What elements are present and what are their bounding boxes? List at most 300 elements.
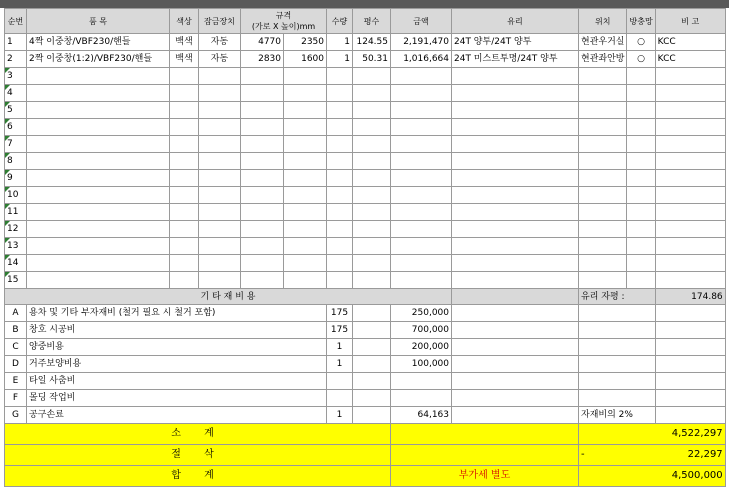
cost-blank[interactable] (452, 390, 579, 407)
cell-width[interactable] (241, 85, 284, 102)
cell-qty[interactable]: 1 (327, 34, 353, 51)
cut-value: 22,297 (687, 449, 723, 460)
total-row (5, 466, 726, 487)
cell-height[interactable]: 1600 (284, 51, 327, 68)
cell-amount[interactable] (391, 119, 452, 136)
cost-blank[interactable] (655, 305, 725, 322)
cost-blank[interactable] (452, 305, 579, 322)
cell-item[interactable] (27, 272, 170, 289)
table-row (5, 238, 726, 255)
cost-qty[interactable]: 175 (327, 305, 353, 322)
cut-blank[interactable] (391, 445, 579, 466)
row-number[interactable]: 15 (5, 272, 27, 289)
table-row (5, 153, 726, 170)
cell-item[interactable] (27, 119, 170, 136)
section-blank[interactable] (452, 289, 579, 305)
cell-qty[interactable] (327, 204, 353, 221)
cell-lock[interactable]: 자동 (199, 51, 241, 68)
cell-height[interactable] (284, 187, 327, 204)
cost-blank[interactable] (353, 339, 391, 356)
row-number[interactable]: 9 (5, 170, 27, 187)
cost-blank[interactable] (353, 305, 391, 322)
cost-name[interactable]: 양중비용 (27, 339, 327, 356)
cost-note[interactable] (579, 305, 656, 322)
cell-height[interactable] (284, 153, 327, 170)
cell-screen[interactable] (627, 102, 655, 119)
row-number[interactable]: 4 (5, 85, 27, 102)
glass-area-value: 174.86 (655, 289, 725, 305)
cell-item[interactable] (27, 136, 170, 153)
cell-screen[interactable] (627, 153, 655, 170)
cell-height[interactable] (284, 255, 327, 272)
cell-item[interactable] (27, 102, 170, 119)
cell-screen[interactable] (627, 136, 655, 153)
cell-width[interactable] (241, 170, 284, 187)
cell-color[interactable] (170, 187, 199, 204)
cell-glass[interactable] (452, 119, 579, 136)
table-row (5, 51, 726, 68)
cell-item[interactable]: 2짝 이중창(1:2)/VBF230/핸들 (27, 51, 170, 68)
row-number[interactable]: 14 (5, 255, 27, 272)
cell-lock[interactable] (199, 102, 241, 119)
other-cost-row (5, 356, 726, 373)
other-cost-row (5, 339, 726, 356)
row-number[interactable]: 11 (5, 204, 27, 221)
cell-lock[interactable] (199, 119, 241, 136)
cell-item[interactable] (27, 238, 170, 255)
cell-note[interactable]: KCC (655, 51, 725, 68)
glass-area-label: 유리 자평 : (579, 289, 656, 305)
cell-pyeong[interactable] (353, 136, 391, 153)
cell-note[interactable] (655, 85, 725, 102)
cell-qty[interactable] (327, 187, 353, 204)
cost-code[interactable]: E (5, 373, 27, 390)
cell-width[interactable] (241, 272, 284, 289)
cell-qty[interactable] (327, 136, 353, 153)
row-number[interactable]: 7 (5, 136, 27, 153)
cell-lock[interactable] (199, 238, 241, 255)
cost-note[interactable] (579, 322, 656, 339)
cost-name[interactable]: 몰딩 작업비 (27, 390, 327, 407)
cell-color[interactable] (170, 85, 199, 102)
total-value[interactable]: 4,500,000 (579, 466, 726, 487)
cell-pyeong[interactable] (353, 119, 391, 136)
cell-glass[interactable] (452, 204, 579, 221)
cell-color[interactable]: 백색 (170, 34, 199, 51)
cell-qty[interactable] (327, 68, 353, 85)
table-row (5, 272, 726, 289)
cell-screen[interactable] (627, 85, 655, 102)
cell-amount[interactable] (391, 153, 452, 170)
cell-screen[interactable]: ○ (627, 34, 655, 51)
cell-note[interactable] (655, 187, 725, 204)
cell-lock[interactable] (199, 136, 241, 153)
header-glass: 유리 (452, 9, 579, 34)
cell-qty[interactable] (327, 272, 353, 289)
cell-amount[interactable] (391, 85, 452, 102)
cost-blank[interactable] (452, 339, 579, 356)
section-header-row (5, 289, 726, 305)
cell-glass[interactable] (452, 136, 579, 153)
cost-blank[interactable] (353, 373, 391, 390)
table-row (5, 102, 726, 119)
cell-qty[interactable]: 1 (327, 51, 353, 68)
cell-glass[interactable] (452, 170, 579, 187)
cell-location[interactable] (579, 102, 627, 119)
cell-note[interactable] (655, 153, 725, 170)
cell-note[interactable] (655, 238, 725, 255)
cell-height[interactable] (284, 68, 327, 85)
cell-glass[interactable] (452, 85, 579, 102)
cell-lock[interactable] (199, 85, 241, 102)
cost-code[interactable]: G (5, 407, 27, 424)
cost-blank[interactable] (655, 356, 725, 373)
cell-width[interactable]: 2830 (241, 51, 284, 68)
cell-screen[interactable] (627, 255, 655, 272)
cost-blank[interactable] (452, 373, 579, 390)
row-number[interactable]: 12 (5, 221, 27, 238)
cell-height[interactable] (284, 85, 327, 102)
cell-location[interactable] (579, 153, 627, 170)
cell-item[interactable] (27, 221, 170, 238)
other-cost-row (5, 390, 726, 407)
cell-lock[interactable] (199, 204, 241, 221)
row-number[interactable]: 5 (5, 102, 27, 119)
cell-height[interactable] (284, 119, 327, 136)
cell-pyeong[interactable] (353, 170, 391, 187)
cell-pyeong[interactable] (353, 68, 391, 85)
cell-location[interactable] (579, 272, 627, 289)
row-number[interactable]: 6 (5, 119, 27, 136)
cell-location[interactable] (579, 221, 627, 238)
row-number[interactable]: 13 (5, 238, 27, 255)
cell-qty[interactable] (327, 119, 353, 136)
header-note: 비 고 (655, 9, 725, 34)
cell-location[interactable] (579, 68, 627, 85)
cell-amount[interactable] (391, 68, 452, 85)
cell-width[interactable] (241, 221, 284, 238)
cell-width[interactable] (241, 153, 284, 170)
cell-pyeong[interactable] (353, 187, 391, 204)
cell-lock[interactable] (199, 221, 241, 238)
cell-screen[interactable]: ○ (627, 51, 655, 68)
cost-note[interactable] (579, 390, 656, 407)
cell-amount[interactable] (391, 102, 452, 119)
cost-amount[interactable]: 250,000 (391, 305, 452, 322)
header-pyeong: 평수 (353, 9, 391, 34)
header-size (241, 9, 327, 34)
cell-color[interactable] (170, 221, 199, 238)
cost-blank[interactable] (655, 390, 725, 407)
cost-note[interactable] (579, 356, 656, 373)
cell-note[interactable] (655, 204, 725, 221)
cell-location[interactable] (579, 136, 627, 153)
cell-note[interactable] (655, 136, 725, 153)
cell-pyeong[interactable] (353, 85, 391, 102)
cell-screen[interactable] (627, 170, 655, 187)
header-size-line2: (가로 X 높이)mm (251, 22, 316, 31)
cell-color[interactable] (170, 255, 199, 272)
cell-color[interactable] (170, 204, 199, 221)
cell-location[interactable] (579, 238, 627, 255)
table-row (5, 85, 726, 102)
row-number[interactable]: 2 (5, 51, 27, 68)
cell-lock[interactable] (199, 170, 241, 187)
cell-qty[interactable] (327, 238, 353, 255)
cell-screen[interactable] (627, 68, 655, 85)
cost-blank[interactable] (353, 390, 391, 407)
other-cost-row (5, 407, 726, 424)
cost-name[interactable]: 용차 및 기타 부자재비 (철거 필요 시 철거 포함) (27, 305, 327, 322)
cost-amount[interactable]: 700,000 (391, 322, 452, 339)
cell-color[interactable] (170, 238, 199, 255)
cell-item[interactable] (27, 170, 170, 187)
header-qty: 수량 (327, 9, 353, 34)
cell-note[interactable] (655, 102, 725, 119)
table-row (5, 119, 726, 136)
cell-note[interactable] (655, 272, 725, 289)
cell-note[interactable] (655, 68, 725, 85)
cell-qty[interactable] (327, 85, 353, 102)
cut-prefix: - (581, 449, 585, 460)
cell-pyeong[interactable]: 124.55 (353, 34, 391, 51)
cell-pyeong[interactable] (353, 238, 391, 255)
cell-width[interactable] (241, 204, 284, 221)
cell-width[interactable] (241, 68, 284, 85)
cell-color[interactable] (170, 102, 199, 119)
cell-height[interactable] (284, 221, 327, 238)
cost-amount[interactable]: 100,000 (391, 356, 452, 373)
cell-height[interactable] (284, 204, 327, 221)
cut-label: 절 삭 (5, 445, 391, 466)
cell-pyeong[interactable] (353, 255, 391, 272)
cell-glass[interactable] (452, 238, 579, 255)
cell-location[interactable] (579, 204, 627, 221)
header-location: 위치 (579, 9, 627, 34)
row-number[interactable]: 10 (5, 187, 27, 204)
cost-name[interactable]: 공구손료 (27, 407, 327, 424)
cost-name[interactable]: 창호 시공비 (27, 322, 327, 339)
cell-amount[interactable]: 1,016,664 (391, 51, 452, 68)
cell-item[interactable] (27, 187, 170, 204)
cell-item[interactable] (27, 153, 170, 170)
cell-location[interactable] (579, 170, 627, 187)
table-row (5, 34, 726, 51)
cell-width[interactable] (241, 255, 284, 272)
cell-width[interactable] (241, 102, 284, 119)
cost-blank[interactable] (353, 356, 391, 373)
cell-amount[interactable] (391, 136, 452, 153)
table-row (5, 187, 726, 204)
cell-qty[interactable] (327, 153, 353, 170)
cell-item[interactable] (27, 85, 170, 102)
cell-location[interactable] (579, 255, 627, 272)
cost-qty[interactable]: 1 (327, 356, 353, 373)
cell-pyeong[interactable] (353, 204, 391, 221)
cell-lock[interactable] (199, 187, 241, 204)
cell-amount[interactable] (391, 187, 452, 204)
total-label: 합 계 (5, 466, 391, 487)
other-cost-row (5, 322, 726, 339)
cost-amount[interactable]: 64,163 (391, 407, 452, 424)
cell-width[interactable] (241, 136, 284, 153)
top-band (0, 0, 729, 8)
subtotal-label: 소 계 (5, 424, 391, 445)
cost-qty[interactable]: 1 (327, 407, 353, 424)
cell-qty[interactable] (327, 102, 353, 119)
cost-name[interactable]: 거주보양비용 (27, 356, 327, 373)
cell-color[interactable] (170, 68, 199, 85)
cost-code[interactable]: C (5, 339, 27, 356)
cell-amount[interactable] (391, 272, 452, 289)
cost-qty[interactable]: 175 (327, 322, 353, 339)
cell-pyeong[interactable] (353, 221, 391, 238)
cost-blank[interactable] (655, 373, 725, 390)
cell-pyeong[interactable]: 50.31 (353, 51, 391, 68)
cell-color[interactable] (170, 119, 199, 136)
cell-color[interactable] (170, 153, 199, 170)
header-amount: 금액 (391, 9, 452, 34)
cell-glass[interactable] (452, 102, 579, 119)
cell-qty[interactable] (327, 255, 353, 272)
cut-value-cell[interactable] (579, 445, 726, 466)
cost-amount[interactable] (391, 373, 452, 390)
cell-height[interactable]: 2350 (284, 34, 327, 51)
cell-location[interactable] (579, 187, 627, 204)
cell-lock[interactable]: 자동 (199, 34, 241, 51)
cost-note[interactable] (579, 373, 656, 390)
cost-qty[interactable] (327, 373, 353, 390)
cell-amount[interactable] (391, 255, 452, 272)
table-row (5, 255, 726, 272)
cell-width[interactable] (241, 238, 284, 255)
cell-qty[interactable] (327, 221, 353, 238)
cell-glass[interactable] (452, 255, 579, 272)
cell-qty[interactable] (327, 170, 353, 187)
subtotal-row (5, 424, 726, 445)
header-row (5, 9, 726, 34)
cost-blank[interactable] (452, 407, 579, 424)
cell-pyeong[interactable] (353, 272, 391, 289)
cell-screen[interactable] (627, 272, 655, 289)
header-screen: 방충망 (627, 9, 655, 34)
cell-amount[interactable] (391, 238, 452, 255)
cell-glass[interactable] (452, 68, 579, 85)
cost-qty[interactable]: 1 (327, 339, 353, 356)
cell-note[interactable] (655, 119, 725, 136)
cell-lock[interactable] (199, 272, 241, 289)
cell-screen[interactable] (627, 221, 655, 238)
cost-blank[interactable] (353, 407, 391, 424)
row-number[interactable]: 8 (5, 153, 27, 170)
cell-height[interactable] (284, 238, 327, 255)
subtotal-blank[interactable] (391, 424, 579, 445)
cell-note[interactable] (655, 170, 725, 187)
cost-blank[interactable] (655, 322, 725, 339)
cell-lock[interactable] (199, 255, 241, 272)
cost-note[interactable] (579, 339, 656, 356)
cell-pyeong[interactable] (353, 153, 391, 170)
header-color: 색상 (170, 9, 199, 34)
cell-screen[interactable] (627, 238, 655, 255)
cell-item[interactable] (27, 255, 170, 272)
cell-screen[interactable] (627, 187, 655, 204)
cost-amount[interactable] (391, 390, 452, 407)
cell-height[interactable] (284, 170, 327, 187)
row-number[interactable]: 3 (5, 68, 27, 85)
cell-location[interactable]: 현관우거실 (579, 34, 627, 51)
cell-glass[interactable] (452, 153, 579, 170)
cell-color[interactable] (170, 136, 199, 153)
cell-width[interactable] (241, 187, 284, 204)
cell-screen[interactable] (627, 204, 655, 221)
cost-code[interactable]: B (5, 322, 27, 339)
cost-code[interactable]: A (5, 305, 27, 322)
other-cost-row (5, 373, 726, 390)
cost-code[interactable]: D (5, 356, 27, 373)
cell-screen[interactable] (627, 119, 655, 136)
cell-height[interactable] (284, 102, 327, 119)
vat-note: 부가세 별도 (391, 466, 579, 487)
cell-amount[interactable] (391, 221, 452, 238)
subtotal-value[interactable]: 4,522,297 (579, 424, 726, 445)
cell-note[interactable] (655, 221, 725, 238)
cell-glass[interactable] (452, 272, 579, 289)
cell-glass[interactable]: 24T 미스트투명/24T 양투 (452, 51, 579, 68)
cell-item[interactable] (27, 68, 170, 85)
header-item: 품 목 (27, 9, 170, 34)
cost-blank[interactable] (452, 322, 579, 339)
cell-note[interactable]: KCC (655, 34, 725, 51)
cell-pyeong[interactable] (353, 102, 391, 119)
cell-glass[interactable] (452, 221, 579, 238)
cost-name[interactable]: 타일 사춤비 (27, 373, 327, 390)
cost-amount[interactable]: 200,000 (391, 339, 452, 356)
cost-blank[interactable] (353, 322, 391, 339)
cell-lock[interactable] (199, 153, 241, 170)
cell-color[interactable] (170, 170, 199, 187)
row-number[interactable]: 1 (5, 34, 27, 51)
cell-amount[interactable] (391, 170, 452, 187)
cell-item[interactable] (27, 204, 170, 221)
cell-location[interactable]: 현관좌안방 (579, 51, 627, 68)
cell-note[interactable] (655, 255, 725, 272)
table-row (5, 221, 726, 238)
cell-height[interactable] (284, 272, 327, 289)
cost-qty[interactable] (327, 390, 353, 407)
cell-amount[interactable]: 2,191,470 (391, 34, 452, 51)
cell-lock[interactable] (199, 68, 241, 85)
cell-color[interactable]: 백색 (170, 51, 199, 68)
cell-color[interactable] (170, 272, 199, 289)
cost-blank[interactable] (452, 356, 579, 373)
cell-height[interactable] (284, 136, 327, 153)
cost-blank[interactable] (655, 339, 725, 356)
cell-width[interactable] (241, 119, 284, 136)
cell-glass[interactable] (452, 187, 579, 204)
table-row (5, 136, 726, 153)
cell-glass[interactable]: 24T 양투/24T 양투 (452, 34, 579, 51)
section-title: 기 타 재 비 용 (5, 289, 452, 305)
cost-code[interactable]: F (5, 390, 27, 407)
cell-amount[interactable] (391, 204, 452, 221)
cell-item[interactable]: 4짝 이중창/VBF230/핸들 (27, 34, 170, 51)
cell-location[interactable] (579, 119, 627, 136)
cost-note[interactable]: 자재비의 2% (579, 407, 656, 424)
cell-width[interactable]: 4770 (241, 34, 284, 51)
cost-blank[interactable] (655, 407, 725, 424)
cell-location[interactable] (579, 85, 627, 102)
